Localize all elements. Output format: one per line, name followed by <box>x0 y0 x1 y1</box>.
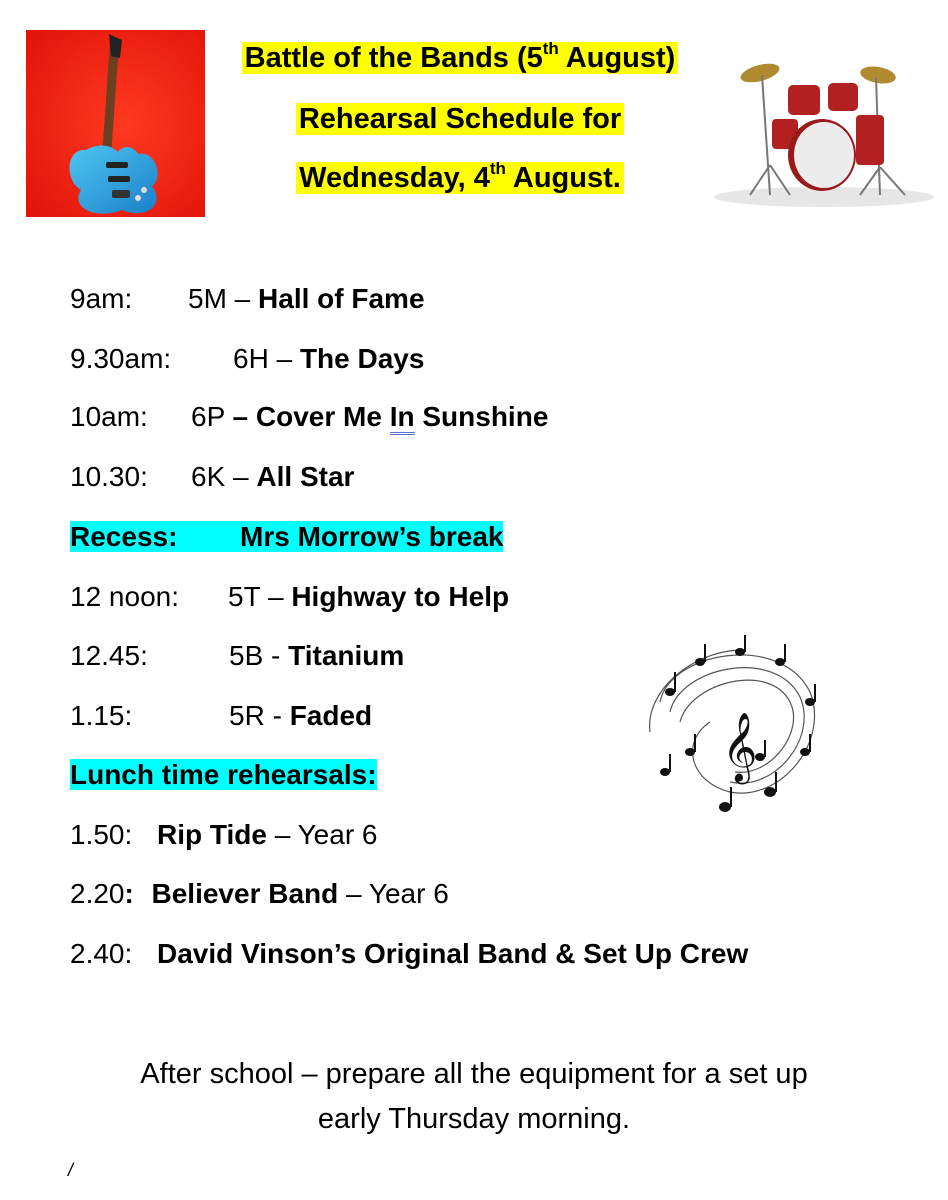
band-name: Believer Band <box>151 878 339 909</box>
title-line-2: Rehearsal Schedule for <box>0 101 934 137</box>
time-label: 9am: <box>70 283 133 314</box>
svg-text:𝄞: 𝄞 <box>722 712 758 782</box>
time-label: 2.40: <box>70 938 133 969</box>
time-label: 2.20 <box>70 878 125 909</box>
drum-kit-image <box>710 55 938 210</box>
schedule-row-1245: 12.45: 5B - Titanium <box>70 640 405 671</box>
band-name: David Vinson’s Original Band & Set Up Crew <box>157 938 749 969</box>
time-label: 12.45: <box>70 640 148 671</box>
band-name: Hall of Fame <box>258 283 425 314</box>
schedule-row-10am: 10am: 6P – Cover Me In Sunshine <box>70 400 548 434</box>
band-name: – Cover Me In Sunshine <box>233 401 549 435</box>
after-school-line-1: After school – prepare all the equipment for a set up <box>140 1058 808 1090</box>
recess-heading: Recess: Mrs Morrow’s break <box>70 521 504 552</box>
band-name: The Days <box>299 343 425 374</box>
after-school-note <box>0 1052 948 1142</box>
time-label: 9.30am: <box>70 343 172 374</box>
title-line-1: Battle of the Bands (5th August) <box>0 40 934 76</box>
lunch-heading: Lunch time rehearsals: <box>70 759 377 790</box>
schedule-row-930am: 9.30am: 6H – The Days <box>70 343 425 374</box>
schedule-row-150: 1.50: Rip Tide – Year 6 <box>70 819 378 850</box>
time-label: 1.15: <box>70 700 133 731</box>
schedule-row-12noon: 12 noon: 5T – Highway to Help <box>70 581 510 612</box>
time-label: 1.50: <box>70 819 133 850</box>
band-name: Faded <box>289 700 373 731</box>
schedule-row-1030: 10.30: 6K – All Star <box>70 461 355 492</box>
title-line-3: Wednesday, 4th August. <box>0 160 934 196</box>
band-name: Rip Tide <box>157 819 267 850</box>
schedule-row-9am: 9am: 5M – Hall of Fame <box>70 283 425 314</box>
stray-mark: / <box>68 1160 74 1180</box>
after-school-line-2: early Thursday morning. <box>317 1103 631 1135</box>
time-label: 10am: <box>70 401 148 432</box>
schedule-row-115: 1.15: 5R - Faded <box>70 700 373 731</box>
time-label: 10.30: <box>70 461 148 492</box>
band-name: Titanium <box>288 640 405 671</box>
schedule-row-240 <box>70 937 748 971</box>
band-name: All Star <box>256 461 355 492</box>
schedule-row-220: 2.20: Believer Band – Year 6 <box>70 878 449 909</box>
band-name: Highway to Help <box>291 581 510 612</box>
time-label: 12 noon: <box>70 581 179 612</box>
music-notes-image <box>630 632 830 820</box>
